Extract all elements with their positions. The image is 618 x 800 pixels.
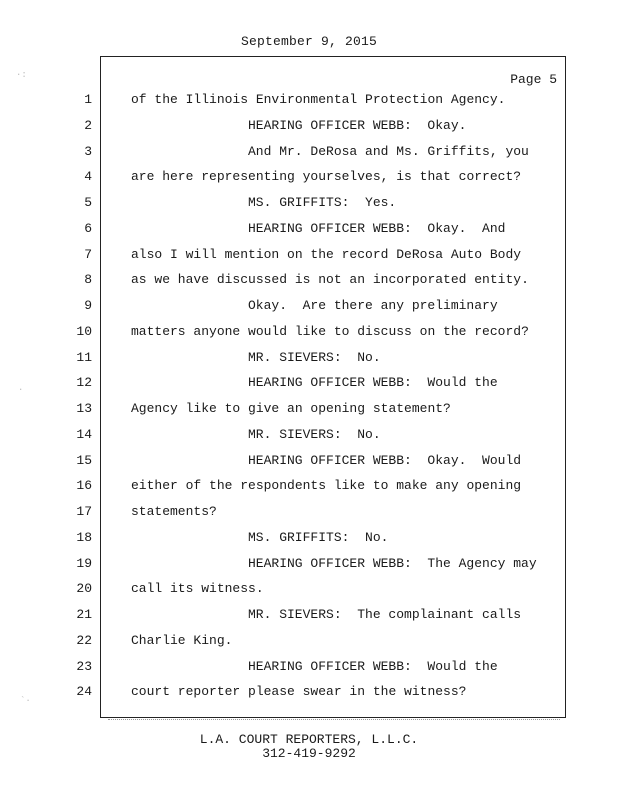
line-number: 20 [76, 581, 92, 597]
line-number: 4 [84, 169, 92, 185]
line-text: MR. SIEVERS: No. [248, 426, 381, 442]
line-text: HEARING OFFICER WEBB: Would the [248, 658, 498, 674]
transcript-line [0, 401, 618, 421]
line-number: 7 [84, 246, 92, 262]
line-text: Agency like to give an opening statement? [131, 401, 451, 416]
line-text: HEARING OFFICER WEBB: Would the [248, 375, 498, 391]
line-number: 3 [84, 143, 92, 159]
line-number: 1 [84, 92, 92, 107]
transcript-line [0, 169, 618, 189]
line-number: 22 [76, 632, 92, 648]
scan-margin-mark: · [18, 385, 24, 395]
footer-phone-number: 312-419-9292 [262, 746, 356, 761]
line-number: 21 [76, 607, 92, 622]
line-text: court reporter please swear in the witness? [131, 684, 467, 700]
line-text: call its witness. [131, 581, 264, 597]
transcript-line [0, 478, 618, 498]
line-text: And Mr. DeRosa and Ms. Griffits, you [248, 143, 529, 159]
transcript-line [0, 684, 618, 704]
line-number: 11 [76, 349, 92, 365]
transcript-line [0, 195, 618, 215]
scan-margin-mark: ·: [16, 70, 27, 80]
line-number: 16 [76, 478, 92, 494]
line-text: MR. SIEVERS: No. [248, 349, 381, 365]
line-number: 12 [76, 375, 92, 391]
line-text: Okay. Are there any preliminary [248, 298, 498, 313]
transcript-line [0, 556, 618, 576]
transcript-line [0, 607, 618, 627]
line-text: are here representing yourselves, is that correct? [131, 169, 522, 185]
line-number: 24 [76, 684, 92, 700]
line-text: as we have discussed is not an incorporated entity. [131, 272, 529, 288]
line-text: MR. SIEVERS: The complainant calls [248, 607, 522, 622]
transcript-date-header: September 9, 2015 [240, 34, 378, 49]
line-text: HEARING OFFICER WEBB: Okay. [248, 117, 467, 133]
line-text: either of the respondents like to make any opening [131, 478, 522, 494]
line-text: MS. GRIFFITS: No. [248, 529, 389, 545]
scan-margin-mark: `· [20, 696, 31, 706]
line-text: MS. GRIFFITS: Yes. [248, 195, 397, 210]
transcript-line [0, 221, 618, 241]
line-text: HEARING OFFICER WEBB: Okay. And [248, 220, 506, 236]
transcript-line [0, 581, 618, 601]
transcript-line [0, 427, 618, 447]
line-text: matters anyone would like to discuss on the record? [131, 323, 529, 339]
line-text: Charlie King. [131, 632, 233, 648]
line-number: 23 [76, 658, 92, 674]
transcript-line [0, 144, 618, 164]
line-number: 6 [84, 220, 92, 236]
transcript-line [0, 350, 618, 370]
line-number: 14 [76, 426, 92, 442]
line-number: 10 [76, 323, 92, 339]
line-text: also I will mention on the record DeRosa Auto Body [131, 246, 522, 262]
page-number: Page 5 [510, 72, 557, 87]
line-text: HEARING OFFICER WEBB: The Agency may [248, 555, 537, 571]
transcript-line [0, 272, 618, 292]
transcript-line [0, 92, 618, 112]
transcript-line [0, 298, 618, 318]
footer-company-name: L.A. COURT REPORTERS, L.L.C. [199, 732, 419, 747]
transcript-line [0, 504, 618, 524]
line-number: 18 [76, 529, 92, 545]
footer-divider [108, 719, 560, 720]
transcript-line [0, 530, 618, 550]
line-text: of the Illinois Environmental Protection Agency. [131, 92, 506, 107]
transcript-line [0, 633, 618, 653]
transcript-line [0, 324, 618, 344]
transcript-line [0, 453, 618, 473]
line-number: 13 [76, 401, 92, 416]
line-number: 2 [84, 117, 92, 133]
line-text: statements? [131, 504, 217, 519]
transcript-line [0, 118, 618, 138]
line-number: 15 [76, 452, 92, 468]
line-number: 8 [84, 272, 92, 288]
line-number: 9 [84, 298, 92, 313]
line-number: 17 [76, 504, 92, 519]
transcript-line [0, 375, 618, 395]
transcript-line [0, 659, 618, 679]
line-number: 19 [76, 555, 92, 571]
line-text: HEARING OFFICER WEBB: Okay. Would [248, 452, 522, 468]
transcript-line [0, 247, 618, 267]
line-number: 5 [84, 195, 92, 210]
